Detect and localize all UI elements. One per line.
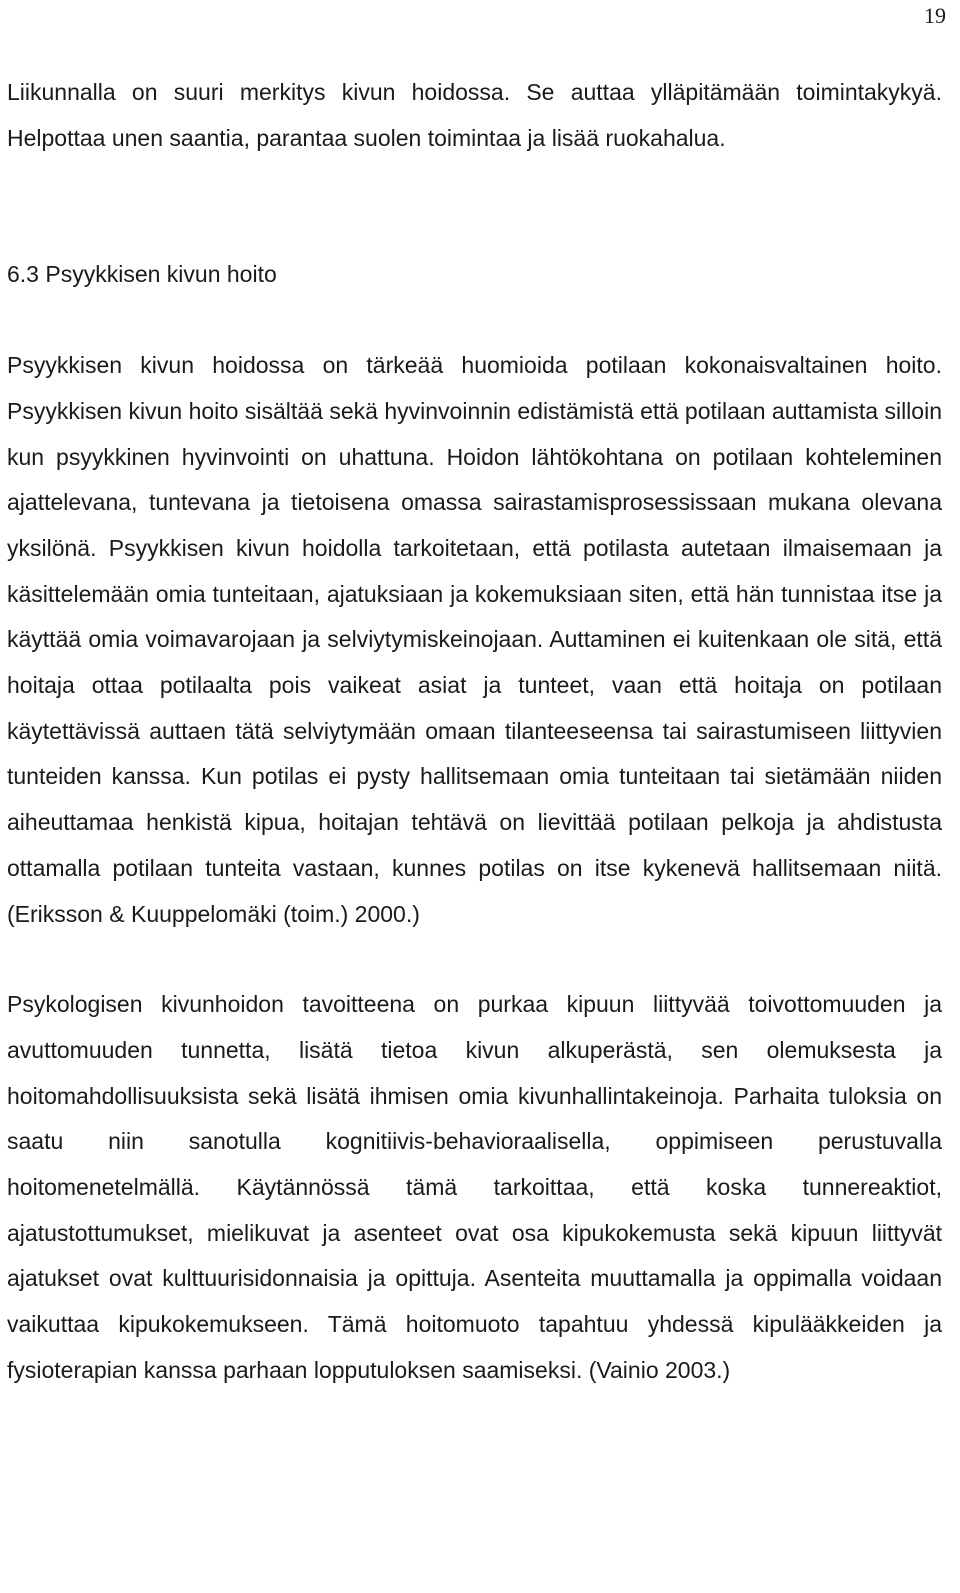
section-heading: 6.3 Psyykkisen kivun hoito <box>7 261 277 288</box>
paragraph-cognitive-behavioral: Psykologisen kivunhoidon tavoitteena on purkaa kipuun liittyvää toivottomuuden ja avuttomuuden tunnetta, lisätä tietoa kivun alkuperästä, sen olemuksesta ja hoitomahdollisuuksista sekä lisätä ihmisen omia kivunhallintakeinoja. Parhaita tuloksia on saatu niin sanotulla kognitiivis-behavioraalisella, oppimiseen perustuvalla hoitomenetelmällä. Käytännössä tämä tarkoittaa, että koska tunnereaktiot, ajatustottumukset, mielikuvat ja asenteet ovat osa kipukokemusta sekä kipuun liittyvät ajatukset ovat kulttuurisidonnaisia ja opittuja. Asenteita muuttamalla ja oppimalla voidaan vaikuttaa kipukokemukseen. Tämä hoitomuoto tapahtuu yhdessä kipulääkkeiden ja fysioterapian kanssa parhaan lopputuloksen saamiseksi. (Vainio 2003.) <box>7 991 942 1383</box>
paragraph-psychological-care: Psyykkisen kivun hoidossa on tärkeää huomioida potilaan kokonaisvaltainen hoito. Psyykkisen kivun hoito sisältää sekä hyvinvoinnin edistämistä että potilaan auttamista silloin kun psyykkinen hyvinvointi on uhattuna. Hoidon lähtökohtana on potilaan kohteleminen ajattelevana, tuntevana ja tietoisena omassa sairastamisprosessissaan mukana olevana yksilönä. Psyykkisen kivun hoidolla tarkoitetaan, että potilasta autetaan ilmaisemaan ja käsittelemään omia tunteitaan, ajatuksiaan ja kokemuksiaan siten, että hän tunnistaa itse ja käyttää omia voimavarojaan ja selviytymiskeinojaan. Auttaminen ei kuitenkaan ole sitä, että hoitaja ottaa potilaalta pois vaikeat asiat ja tunteet, vaan että hoitaja on potilaan käytettävissä auttaen tätä selviytymään omaan tilanteeseensa tai sairastumiseen liittyvien tunteiden kanssa. Kun potilas ei pysty hallitsemaan omia tunteitaan tai sietämään niiden aiheuttamaa henkistä kipua, hoitajan tehtävä on lievittää potilaan pelkoja ja ahdistusta ottamalla potilaan tunteita vastaan, kunnes potilas on itse kykenevä hallitsemaan niitä. (Eriksson & Kuuppelomäki (toim.) 2000.) <box>7 352 942 927</box>
spacer <box>7 161 942 252</box>
paragraph-exercise: Liikunnalla on suuri merkitys kivun hoidossa. Se auttaa ylläpitämään toimintakykyä. Helpottaa unen saantia, parantaa suolen toimintaa ja lisää ruokahalua. <box>7 79 942 151</box>
document-body <box>7 70 942 1394</box>
page-number: 19 <box>924 3 946 28</box>
spacer <box>7 937 942 982</box>
spacer <box>7 298 942 343</box>
